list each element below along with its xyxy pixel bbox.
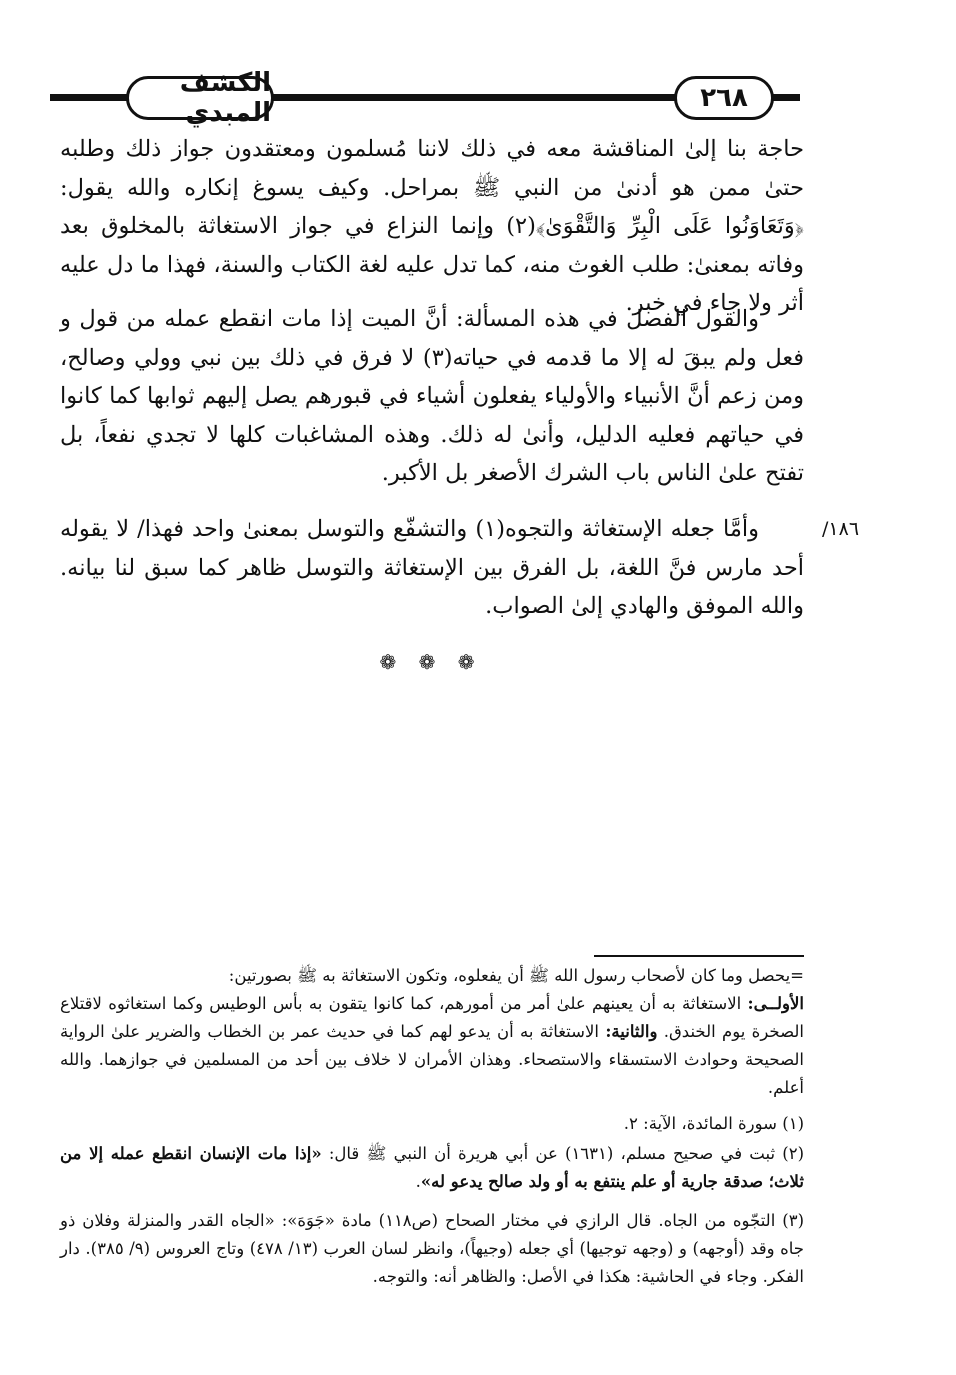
footnote-2-prefix: (٢) ثبت في صحيح مسلم، (١٦٣١) عن أبي هريرة أن النبي ﷺ قال: (321, 1144, 804, 1163)
manuscript-page-marker: /١٨٦ (822, 518, 860, 540)
header-rule-left (50, 94, 134, 101)
footnote-intro-line: =يحصل وما كان لأصحاب رسول الله ﷺ أن يفعلوه، وتكون الاستغاثة به ﷺ بصورتين: (228, 966, 804, 985)
page-number: ٢٦٨ (700, 83, 748, 113)
section-separator: ❁ ❁ ❁ (379, 650, 483, 674)
footnote-first-text: الاستغاثة به أن يعينهم علىٰ أمر من أمورهم، كما كانوا يتقون به بأس الوطيس وكما استغاثوه لاقتلاع الصخرة يوم الخندق. (60, 994, 804, 1041)
page-number-badge (674, 76, 774, 120)
footnote-2-suffix: . (415, 1172, 421, 1191)
footnote-2 (60, 1140, 804, 1196)
paragraph-2: والقول الفصل في هذه المسألة: أنَّ الميت إذا مات انقطع عمله من قول و فعل ولم يبقَ له إلا ما قدمه في حياته(٣) لا فرق في ذلك بين نبي وولي وصالح، ومن زعم أنَّ الأنبياء والأولياء يفعلون أشياء في قبورهم يصل إليهم ثوابها كما كانوا في حياتهم فعليه الدليل، وأنىٰ له ذلك. وهذه المشاغبات كلها لا تجدي نفعاً، بل تفتح علىٰ الناس باب الشرك الأصغر بل الأكبر. (60, 306, 805, 486)
footnote-3: (٣) التجّوه من الجاه. قال الرازي في مختار الصحاح (ص١١٨) مادة «جَوَهَ»: «الجاه القدر والمنزلة وفلان ذو جاه وقد (أوجهه) و (وجهه توجيها) أي جعله (وجيهاً)، وانظر لسان العرب (١٣/ ٤٧٨) وتاج العروس (٩/ ٣٨٥). دار الفكر. وجاء في الحاشية: هكذا في الأصل: والظاهر أنه: والتوجه. (60, 1211, 805, 1286)
footnote-second-text: الاستغاثة به أن يدعو لهم كما في حديث عمر بن الخطاب والضرير علىٰ الرواية الصحيحة وحوادث الاستسقاء والاستصحاء. وهذان الأمران لا خلاف بين أحد من المسلمين في جوازهما. والله أعلم. (60, 1022, 804, 1097)
footnote-second-label: والثانية: (605, 1022, 658, 1041)
book-title: الكشف المبدي (179, 68, 271, 128)
footnote-1: (١) سورة المائدة، الآية: ٢. (623, 1114, 804, 1133)
footnote-2-hadith: «إذا مات الإنسان انقطع عمله إلا من ثلاث؛ صدقة جارية أو علم ينتفع به أو ولد صالح يدعو له» (60, 1144, 804, 1191)
paragraph-3: وأمَّا جعله الإستغاثة والتجوه(١) والتشفّع والتوسل بمعنىٰ واحد فهذا/ لا يقوله أحد مارس فنَّ اللغة، بل الفرق بين الإستغاثة والتوسل ظاهر كما سبق لنا بيانه. والله الموفق والهادي إلىٰ الصواب. (60, 516, 804, 619)
book-title-badge (126, 68, 274, 128)
paragraph-1: حاجة بنا إلىٰ المناقشة معه في ذلك لاننا مُسلمون ومعتقدون جواز ذلك وطلبه حتىٰ ممن هو أدنىٰ من النبي ﷺ بمراحل. وكيف يسوغ إنكاره والله يقول: ﴿وَتَعَاوَنُوا عَلَى الْبِرِّ وَالتَّقْوَىٰ﴾(٢) وإنما النزاع في جواز الاستغاثة بالمخلوق بعد وفاته بمعنىٰ: طلب الغوث منه، كما تدل عليه لغة الكتاب والسنة، فهذا ما دل عليه أثر ولا جاء في خبر. (60, 136, 804, 316)
footnote-rule (594, 955, 804, 957)
footnote-continuation (60, 962, 804, 1102)
footnote-first-label: الأولــى: (747, 994, 804, 1013)
header-rule-middle (268, 94, 680, 101)
